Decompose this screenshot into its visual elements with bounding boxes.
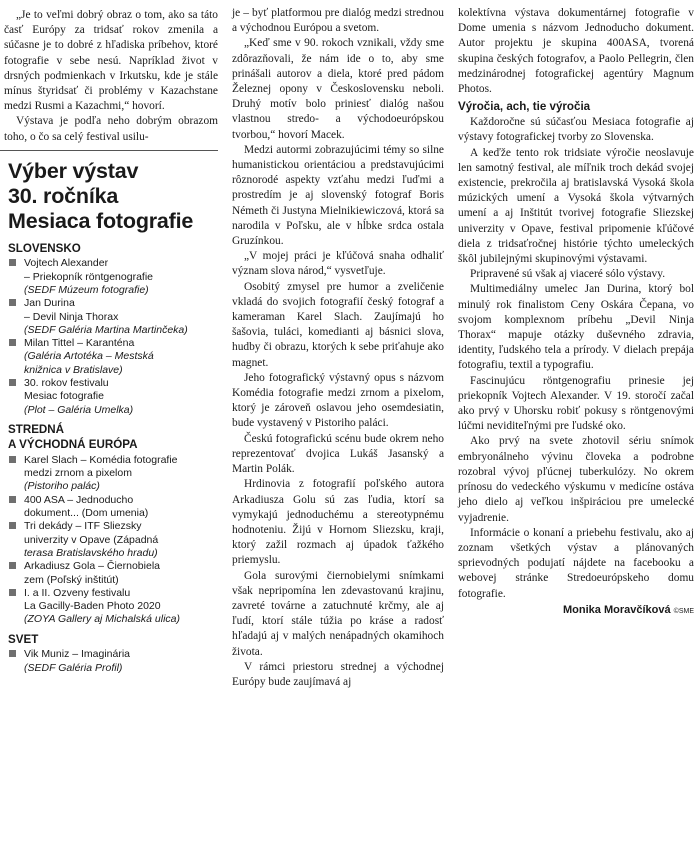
exhibition-item-line: (SEDF Galéria Profil): [24, 661, 123, 674]
square-bullet-icon: [9, 299, 16, 306]
exhibition-item-line: Vojtech Alexander: [24, 257, 109, 270]
article-paragraph: kolektívna výstava dokumentárnej fotografie v Dome umenia s názvom Jednoducho dokument. Autor projektu je skupina 400ASA, tvorená skupina českých fotografov, a Paolo Pellegrin, člen medzinárodnej fotografickej agentúry Magnum Photos.: [458, 7, 694, 96]
article-paragraph: Jeho fotografický výstavný opus s názvom Komédia fotografie medzi zrnom a pixelom, ktorý je zároveň oslavou jeho osemdesiatin, bude vystavený v Pistoriho paláci.: [232, 371, 444, 430]
article-paragraph: Fascinujúcu röntgenografiu prinesie jej priekopník Vojtech Alexander. V 19. storočí začal ako prvý v Uhorsku robiť pokusy s röntgenovými lúčmi neviditeľnými pre ľudské oko.: [458, 374, 694, 433]
square-bullet-icon: [9, 589, 16, 596]
exhibition-item: [8, 377, 218, 417]
exhibition-item-line: (ZOYA Gallery aj Michalská ulica): [24, 613, 180, 626]
article-paragraph: Výstava je podľa neho dobrým obrazom toho, o čo sa celý festival usilu-: [4, 115, 218, 143]
exhibition-item: [8, 648, 218, 675]
exhibition-item-line: La Gacilly-Baden Photo 2020: [24, 600, 161, 613]
article-paragraph: je – byť platformou pre dialóg medzi strednou a východnou Európou a svetom.: [232, 7, 444, 35]
exhibition-list: [0, 454, 218, 627]
sidebar-headline-line: Výber výstav: [8, 158, 139, 183]
article-paragraph: „Je to veľmi dobrý obraz o tom, ako sa táto časť Európy za tridsať rokov zmenila a súčasne je to dobré z hľadiska príbehov, ktoré fotografie v sebe nesú. Napríklad život v drsných podmienkach v Irkutsku, kde je stále mínus štyridsať či problémy v Kazachstane medzi Rusmi a Kazachmi,“ hovorí.: [4, 9, 218, 113]
article-paragraph: Každoročne sú súčasťou Mesiaca fotografie aj výstavy fotografickej tvorby zo Slovenska.: [458, 116, 694, 144]
exhibition-item-line: Milan Tittel – Karanténa: [24, 337, 135, 350]
square-bullet-icon: [9, 496, 16, 503]
sidebar-headline-line: 30. ročníka: [8, 183, 119, 208]
article-paragraph: Osobitý zmysel pre humor a zveličenie vkladá do svojich fotografií český fotograf a kameraman Karel Slach. Zaujímajú ho šašovia, tuláci, komedianti aj básnici slova, hudby či obrazu, ktorých k sebe priťahuje ako magnet.: [232, 280, 444, 369]
square-bullet-icon: [9, 522, 16, 529]
column-middle: [232, 6, 444, 690]
article-paragraph: Medzi autormi zobrazujúcimi témy so silne humanistickou orientáciou a predstavujúcimi rôznorodé aspekty vzťahu medzi ľuďmi a prostredím je aj slovenský fotograf Boris Németh či Justyna Mielnikiewiczová, ktorá sa narodila v Poľsku, ale v hĺbke srdca ostala Gruzínkou.: [232, 143, 444, 248]
exhibition-item: [8, 494, 218, 521]
article-paragraph: „V mojej práci je kľúčová snaha odhaliť význam slova národ,“ vysvetľuje.: [232, 250, 444, 278]
exhibition-item-line: (Galéria Artotéka – Mestská: [24, 350, 154, 363]
section-title: STREDNÁ: [8, 422, 65, 436]
exhibition-item: [8, 454, 218, 494]
exhibition-item-line: zem (Poľský inštitút): [24, 573, 119, 586]
exhibition-item: [8, 257, 218, 297]
exhibition-item: [8, 520, 218, 560]
exhibition-item: [8, 587, 218, 627]
exhibition-item-line: 400 ASA – Jednoducho: [24, 493, 134, 506]
copyright-credit: ©SME: [673, 607, 694, 615]
column-right: [458, 6, 694, 616]
exhibition-item-line: medzi zrnom a pixelom: [24, 467, 132, 480]
exhibition-item-line: – Devil Ninja Thorax: [24, 310, 119, 323]
exhibition-item-line: Tri dekády – ITF Sliezsky: [24, 520, 142, 533]
exhibition-item-line: knižnica v Bratislave): [24, 363, 123, 376]
exhibition-item-line: Karel Slach – Komédia fotografie: [24, 453, 178, 466]
exhibition-item-line: (SEDF Galéria Martina Martinčeka): [24, 323, 188, 336]
exhibition-item-line: – Priekopník röntgenografie: [24, 270, 153, 283]
column-left: [0, 0, 218, 675]
square-bullet-icon: [9, 339, 16, 346]
article-paragraph: V rámci priestoru strednej a východnej Európy bude zaujímavá aj: [232, 660, 444, 688]
exhibition-item-line: Mesiac fotografie: [24, 390, 104, 403]
exhibition-item: [8, 337, 218, 377]
exhibition-item-line: univerzity v Opave (Západná: [24, 533, 159, 546]
exhibition-item-line: 30. rokov festivalu: [24, 377, 109, 389]
exhibitions-sidebar: [0, 159, 218, 675]
article-paragraph: Informácie o konaní a priebehu festivalu, ako aj zoznam všetkých výstav a plánovaných sprievodných podujatí nájdete na facebooku a webovej stránke Stredoeurópskeho domu fotografie.: [458, 526, 694, 600]
article-paragraph: Gola surovými čiernobielymi snímkami však nepripomína len zdevastovanú krajinu, zavreté továrne a zatuchnuté krčmy, ale aj ľudí, ktorí stále túžia po kráse a radosť hľadajú aj v malých nenápadných okamihoch života.: [232, 569, 444, 658]
square-bullet-icon: [9, 456, 16, 463]
article-paragraph: Pripravené sú však aj viaceré sólo výstavy.: [470, 268, 666, 281]
exhibition-list: [0, 257, 218, 417]
divider: [0, 150, 218, 151]
exhibition-item-line: Arkadiusz Gola – Čiernobiela: [24, 560, 160, 573]
article-paragraph: Hrdinovia z fotografií poľského autora Arkadiusza Golu sú zas ľudia, ktorí sa vymykajú jednoduchému a stereotypnému hodnoteniu. Žijú v Hornom Sliezsku, kraji, ktorý zažil rozmach aj úpadok ťažkého priemyslu.: [232, 478, 444, 567]
author-signature: [458, 604, 694, 616]
article-paragraph: Multimediálny umelec Jan Durina, ktorý bol minulý rok finalistom Ceny Oskára Čepana, vo svojom komplexnom príbehu „Devil Ninja Thorax“ mapuje otázky duševného zdravia, identity, ľudského tela a prírody. V dielach prepája fotografiu, textil a typografiu.: [458, 283, 694, 372]
exhibition-item-line: Jan Durina: [24, 297, 75, 310]
exhibition-item-line: I. a II. Ozveny festivalu: [24, 586, 131, 599]
article-paragraph: A keďže tento rok tridsiate výročie neoslavuje len samotný festival, ale míľnik troch dekád svojej existencie, prekročila aj bratislavská Vysoká škola múzických umení a Vysoká škola výtvarných umení a aj Inštitút tvorivej fotografie Sliezskej univerzity v Opave, festival pripomenie kľúčové diela z tridsaťročnej histórie týchto umeleckých škôl jubilejnými skupinovými výstavami.: [458, 146, 694, 266]
square-bullet-icon: [9, 379, 16, 386]
section-title: SLOVENSKO: [8, 241, 81, 255]
section-title: A VÝCHODNÁ EURÓPA: [8, 438, 138, 452]
exhibition-item-line: terasa Bratislavského hradu): [24, 546, 158, 559]
square-bullet-icon: [9, 562, 16, 569]
article-paragraph: Ako prvý na svete zhotovil sériu snímok embryonálneho vývinu človeka a podrobne rozobral vývoj pľúcnej tuberkulózy. No okrem prínosu do vedeckého výskumu v medicíne ostáva jeho dielo aj veľkou inšpiráciou pre umelecké vyjadrenie.: [458, 435, 694, 524]
exhibition-item-line: (Plot – Galéria Umelka): [24, 403, 134, 416]
sidebar-headline: [8, 159, 218, 234]
square-bullet-icon: [9, 650, 16, 657]
section-title: SVET: [8, 632, 39, 646]
exhibition-item: [8, 560, 218, 587]
exhibition-item-line: Vik Muniz – Imaginária: [24, 648, 131, 661]
exhibition-list: [0, 648, 218, 675]
sidebar-headline-line: Mesiaca fotografie: [8, 208, 194, 233]
square-bullet-icon: [9, 259, 16, 266]
article-paragraph: Českú fotografickú scénu bude okrem neho reprezentovať dvojica Lukáš Jasanský a Martin Polák.: [232, 432, 444, 476]
exhibition-item-line: (SEDF Múzeum fotografie): [24, 283, 149, 296]
exhibition-item: [8, 297, 218, 337]
article-paragraph: „Keď sme v 90. rokoch vznikali, vždy sme zdôrazňovali, že nám ide o to, aby sme prinášali autorov a diela, ktoré pred pádom Železnej opony v Československu neboli. Druhý motív bolo priniesť dialóg našou vlastnou stredo- a východoeurópskou tvorbou,“ hovorí Macek.: [232, 37, 444, 141]
exhibition-item-line: dokument... (Dom umenia): [24, 507, 149, 520]
author-name: Monika Moravčíková: [563, 603, 671, 616]
subheading: Výročia, ach, tie výročia: [458, 100, 591, 114]
exhibition-item-line: (Pistoriho palác): [24, 480, 100, 493]
